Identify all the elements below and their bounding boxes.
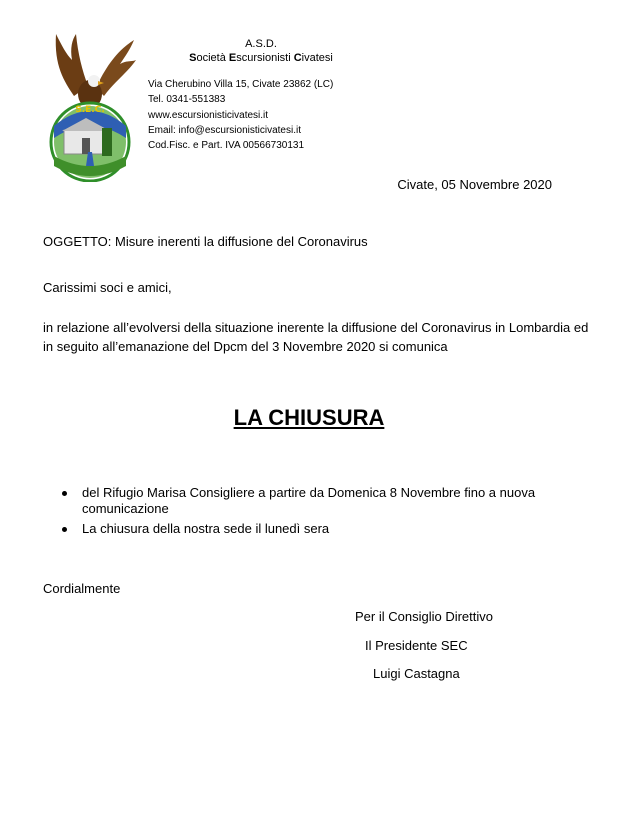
letterhead-contact-block — [148, 77, 333, 153]
letterhead-email[interactable]: Email: info@escursionisticivatesi.it — [148, 124, 301, 136]
letterhead-website[interactable]: www.escursionisticivatesi.it — [148, 109, 269, 121]
letter-headline: LA CHIUSURA — [233, 405, 385, 430]
announcement-list — [62, 485, 592, 541]
bullet-icon — [62, 527, 67, 532]
letterhead-asd: A.S.D. — [245, 38, 277, 50]
list-item-text: del Rifugio Marisa Consigliere a partire da Domenica 8 Novembre fino a nuova comunicazione — [82, 485, 536, 516]
letter-date: Civate, 05 Novembre 2020 — [397, 177, 552, 192]
letterhead-phone: Tel. 0341-551383 — [148, 94, 226, 106]
bullet-icon — [62, 491, 67, 496]
list-item — [62, 485, 592, 517]
letter-subject: OGGETTO: Misure inerenti la diffusione del Coronavirus — [43, 234, 368, 249]
name-initial-3: C — [293, 52, 302, 64]
name-rest-2: scursionisti — [236, 52, 294, 64]
signature-line-2: Il Presidente SEC — [365, 638, 468, 653]
name-rest-1: ocietà — [196, 52, 229, 64]
name-rest-3: ivatesi — [301, 52, 333, 64]
name-initial-1: S — [189, 52, 197, 64]
signature-line-1: Per il Consiglio Direttivo — [355, 609, 493, 624]
logo-text: S.E.C. — [75, 105, 105, 115]
sec-logo — [44, 26, 140, 182]
letterhead-tax-id: Cod.Fisc. e Part. IVA 00566730131 — [148, 140, 305, 152]
signature-line-3: Luigi Castagna — [373, 666, 460, 681]
letterhead-association-name — [146, 51, 376, 65]
list-item-text: La chiusura della nostra sede il lunedì sera — [82, 521, 330, 536]
letter-closing: Cordialmente — [43, 581, 121, 596]
name-initial-2: E — [228, 52, 237, 64]
list-item — [62, 521, 592, 537]
letter-greeting: Carissimi soci e amici, — [43, 280, 172, 295]
letter-body: in relazione all’evolversi della situazione inerente la diffusione del Coronavirus in Lombardia ed in seguito all’emanazione del Dpcm del 3 Novembre 2020 si comunica — [43, 320, 589, 354]
eagle-right-wing — [96, 40, 136, 96]
letterhead-address: Via Cherubino Villa 15, Civate 23862 (LC) — [148, 79, 334, 90]
